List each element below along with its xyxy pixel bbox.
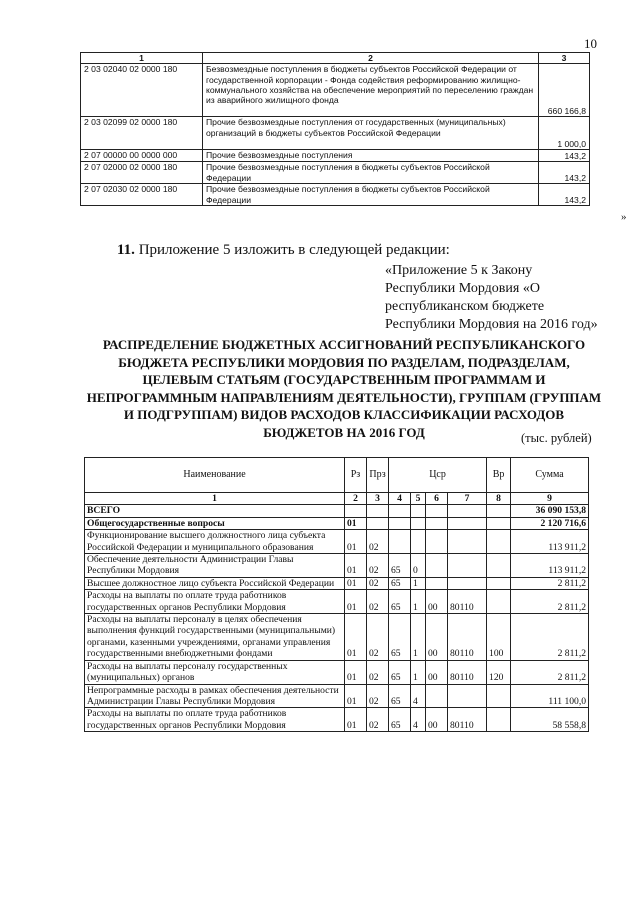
row-csr-3	[426, 530, 448, 554]
row-csr-1: 65	[389, 708, 411, 732]
row-sum: 58 558,8	[511, 708, 589, 732]
row-csr-3: 00	[426, 660, 448, 684]
code-cell: 2 07 02030 02 0000 180	[81, 184, 203, 206]
col-number: 7	[448, 493, 487, 505]
row-csr-3: 00	[426, 708, 448, 732]
row-name: ВСЕГО	[85, 505, 345, 517]
row-vr	[487, 577, 511, 589]
row-csr-1	[389, 517, 411, 529]
header-prz: Прз	[367, 458, 389, 493]
table-row	[85, 590, 589, 614]
row-name: Общегосударственные вопросы	[85, 517, 345, 529]
amount-cell: 660 166,8	[539, 64, 590, 117]
name-cell: Прочие безвозмездные поступления от государственных (муниципальных) организаций в бюджеты субъектов Российской Федерации	[203, 117, 539, 150]
col-number: 4	[389, 493, 411, 505]
row-csr-3	[426, 554, 448, 578]
col-number: 8	[487, 493, 511, 505]
row-name: Непрограммные расходы в рамках обеспечения деятельности Администрации Главы Республики Мордовия	[85, 684, 345, 708]
name-cell: Безвозмездные поступления в бюджеты субъектов Российской Федерации от государственной корпорации - Фонда содействия реформированию жилищно-коммунального хозяйства на обеспечение мероприятий по переселению граждан из аварийного жилищного фонда	[203, 64, 539, 117]
row-csr-2: 0	[411, 554, 426, 578]
row-name: Расходы на выплаты персоналу государственных (муниципальных) органов	[85, 660, 345, 684]
row-rz: 01	[345, 614, 367, 661]
column-number-row	[85, 493, 589, 505]
header-sum: Сумма	[511, 458, 589, 493]
row-prz: 02	[367, 684, 389, 708]
table-row	[85, 530, 589, 554]
header-col-2: 2	[203, 53, 539, 64]
row-vr	[487, 505, 511, 517]
row-csr-2	[411, 517, 426, 529]
table-header-row	[81, 53, 590, 64]
row-csr-3	[426, 505, 448, 517]
amount-cell: 143,2	[539, 184, 590, 206]
row-prz: 02	[367, 554, 389, 578]
row-csr-2	[411, 505, 426, 517]
row-vr	[487, 517, 511, 529]
row-sum: 2 811,2	[511, 577, 589, 589]
col-number: 3	[367, 493, 389, 505]
row-csr-2: 4	[411, 708, 426, 732]
code-cell: 2 07 00000 00 0000 000	[81, 150, 203, 162]
col-number: 5	[411, 493, 426, 505]
closing-quote: »	[621, 211, 627, 223]
row-csr-4	[448, 505, 487, 517]
row-sum: 36 090 153,8	[511, 505, 589, 517]
row-csr-1	[389, 505, 411, 517]
table-row	[81, 64, 590, 117]
table-row	[81, 162, 590, 184]
row-sum: 2 811,2	[511, 660, 589, 684]
row-csr-2: 1	[411, 614, 426, 661]
row-sum: 113 911,2	[511, 554, 589, 578]
page-number: 10	[584, 36, 597, 51]
row-csr-4	[448, 530, 487, 554]
amount-cell: 143,2	[539, 162, 590, 184]
document-title: РАСПРЕДЕЛЕНИЕ БЮДЖЕТНЫХ АССИГНОВАНИЙ РЕСПУБЛИКАНСКОГО БЮДЖЕТА РЕСПУБЛИКИ МОРДОВИЯ ПО РАЗДЕЛАМ, ПОДРАЗДЕЛАМ, ЦЕЛЕВЫМ СТАТЬЯМ (ГОСУДАРСТВЕННЫМ ПРОГРАММАМ И НЕПРОГРАММНЫМ НАПРАВЛЕНИЯМ ДЕЯТЕЛЬНОСТИ), ГРУППАМ (ГРУППАМ И ПОДГРУППАМ) ВИДОВ РАСХОДОВ КЛАССИФИКАЦИИ РАСХОДОВ БЮДЖЕТОВ НА 2016 ГОД	[86, 337, 602, 440]
row-rz: 01	[345, 684, 367, 708]
row-vr	[487, 554, 511, 578]
row-rz: 01	[345, 554, 367, 578]
row-prz: 02	[367, 660, 389, 684]
table-row	[85, 505, 589, 517]
row-csr-1	[389, 530, 411, 554]
row-prz: 02	[367, 590, 389, 614]
row-csr-4: 80110	[448, 660, 487, 684]
row-csr-1: 65	[389, 554, 411, 578]
row-name: Расходы на выплаты по оплате труда работников государственных органов Республики Мордовия	[85, 708, 345, 732]
row-csr-4	[448, 684, 487, 708]
row-csr-1: 65	[389, 614, 411, 661]
row-name: Расходы на выплаты по оплате труда работников государственных органов Республики Мордовия	[85, 590, 345, 614]
code-cell: 2 07 02000 02 0000 180	[81, 162, 203, 184]
row-rz: 01	[345, 590, 367, 614]
units-label: (тыс. рублей)	[521, 431, 592, 445]
table-row	[85, 577, 589, 589]
row-csr-4: 80110	[448, 708, 487, 732]
table-header-row	[85, 458, 589, 493]
col-number: 2	[345, 493, 367, 505]
header-vr: Вр	[487, 458, 511, 493]
row-csr-3: 00	[426, 614, 448, 661]
row-csr-1: 65	[389, 684, 411, 708]
row-rz: 01	[345, 577, 367, 589]
col-number: 9	[511, 493, 589, 505]
row-rz: 01	[345, 530, 367, 554]
row-csr-2: 1	[411, 590, 426, 614]
code-cell: 2 03 02099 02 0000 180	[81, 117, 203, 150]
row-csr-4: 80110	[448, 590, 487, 614]
row-vr	[487, 708, 511, 732]
row-prz	[367, 517, 389, 529]
row-prz: 02	[367, 530, 389, 554]
row-prz	[367, 505, 389, 517]
header-csr: Цср	[389, 458, 487, 493]
row-csr-4: 80110	[448, 614, 487, 661]
row-rz	[345, 505, 367, 517]
table-row	[81, 184, 590, 206]
row-sum: 2 811,2	[511, 590, 589, 614]
row-vr	[487, 684, 511, 708]
header-name: Наименование	[85, 458, 345, 493]
row-csr-2	[411, 530, 426, 554]
header-rz: Рз	[345, 458, 367, 493]
table-row	[81, 150, 590, 162]
row-rz: 01	[345, 660, 367, 684]
row-prz: 02	[367, 614, 389, 661]
amendment-text: Приложение 5 изложить в следующей редакции:	[138, 242, 450, 258]
table-row	[85, 517, 589, 529]
row-rz: 01	[345, 708, 367, 732]
col-number: 6	[426, 493, 448, 505]
row-sum: 113 911,2	[511, 530, 589, 554]
name-cell: Прочие безвозмездные поступления в бюджеты субъектов Российской Федерации	[203, 184, 539, 206]
name-cell: Прочие безвозмездные поступления в бюджеты субъектов Российской Федерации	[203, 162, 539, 184]
row-rz: 01	[345, 517, 367, 529]
row-csr-4	[448, 517, 487, 529]
name-cell: Прочие безвозмездные поступления	[203, 150, 539, 162]
table-row	[85, 660, 589, 684]
row-csr-3	[426, 577, 448, 589]
amendment-heading	[117, 242, 450, 259]
row-vr	[487, 590, 511, 614]
table-row	[81, 117, 590, 150]
table-row	[85, 614, 589, 661]
row-vr: 120	[487, 660, 511, 684]
code-cell: 2 03 02040 02 0000 180	[81, 64, 203, 117]
budget-table	[84, 457, 589, 732]
row-prz: 02	[367, 577, 389, 589]
row-csr-3: 00	[426, 590, 448, 614]
row-name: Обеспечение деятельности Администрации Главы Республики Мордовия	[85, 554, 345, 578]
row-csr-4	[448, 554, 487, 578]
row-vr: 100	[487, 614, 511, 661]
row-csr-2: 1	[411, 577, 426, 589]
row-prz: 02	[367, 708, 389, 732]
table-row	[85, 554, 589, 578]
row-csr-1: 65	[389, 590, 411, 614]
row-csr-4	[448, 577, 487, 589]
table-row	[85, 684, 589, 708]
row-csr-3	[426, 684, 448, 708]
row-name: Высшее должностное лицо субъекта Российской Федерации	[85, 577, 345, 589]
appendix-reference: «Приложение 5 к Закону Республики Мордовия «О республиканском бюджете Республики Мордовия на 2016 год»	[385, 263, 598, 332]
amount-cell: 1 000,0	[539, 117, 590, 150]
row-csr-3	[426, 517, 448, 529]
amount-cell: 143,2	[539, 150, 590, 162]
row-name: Функционирование высшего должностного лица субъекта Российской Федерации и муниципального образования	[85, 530, 345, 554]
revenue-table	[80, 52, 590, 206]
header-col-3: 3	[539, 53, 590, 64]
row-sum: 2 120 716,6	[511, 517, 589, 529]
col-number: 1	[85, 493, 345, 505]
row-csr-1: 65	[389, 660, 411, 684]
row-csr-2: 1	[411, 660, 426, 684]
row-csr-1: 65	[389, 577, 411, 589]
row-vr	[487, 530, 511, 554]
row-name: Расходы на выплаты персоналу в целях обеспечения выполнения функций государственными (муниципальными) органами, казенными учреждениями, органами управления государственными внебюджетными фондами	[85, 614, 345, 661]
row-sum: 111 100,0	[511, 684, 589, 708]
table-row	[85, 708, 589, 732]
row-csr-2: 4	[411, 684, 426, 708]
header-col-1: 1	[81, 53, 203, 64]
amendment-number: 11.	[117, 242, 135, 258]
row-sum: 2 811,2	[511, 614, 589, 661]
